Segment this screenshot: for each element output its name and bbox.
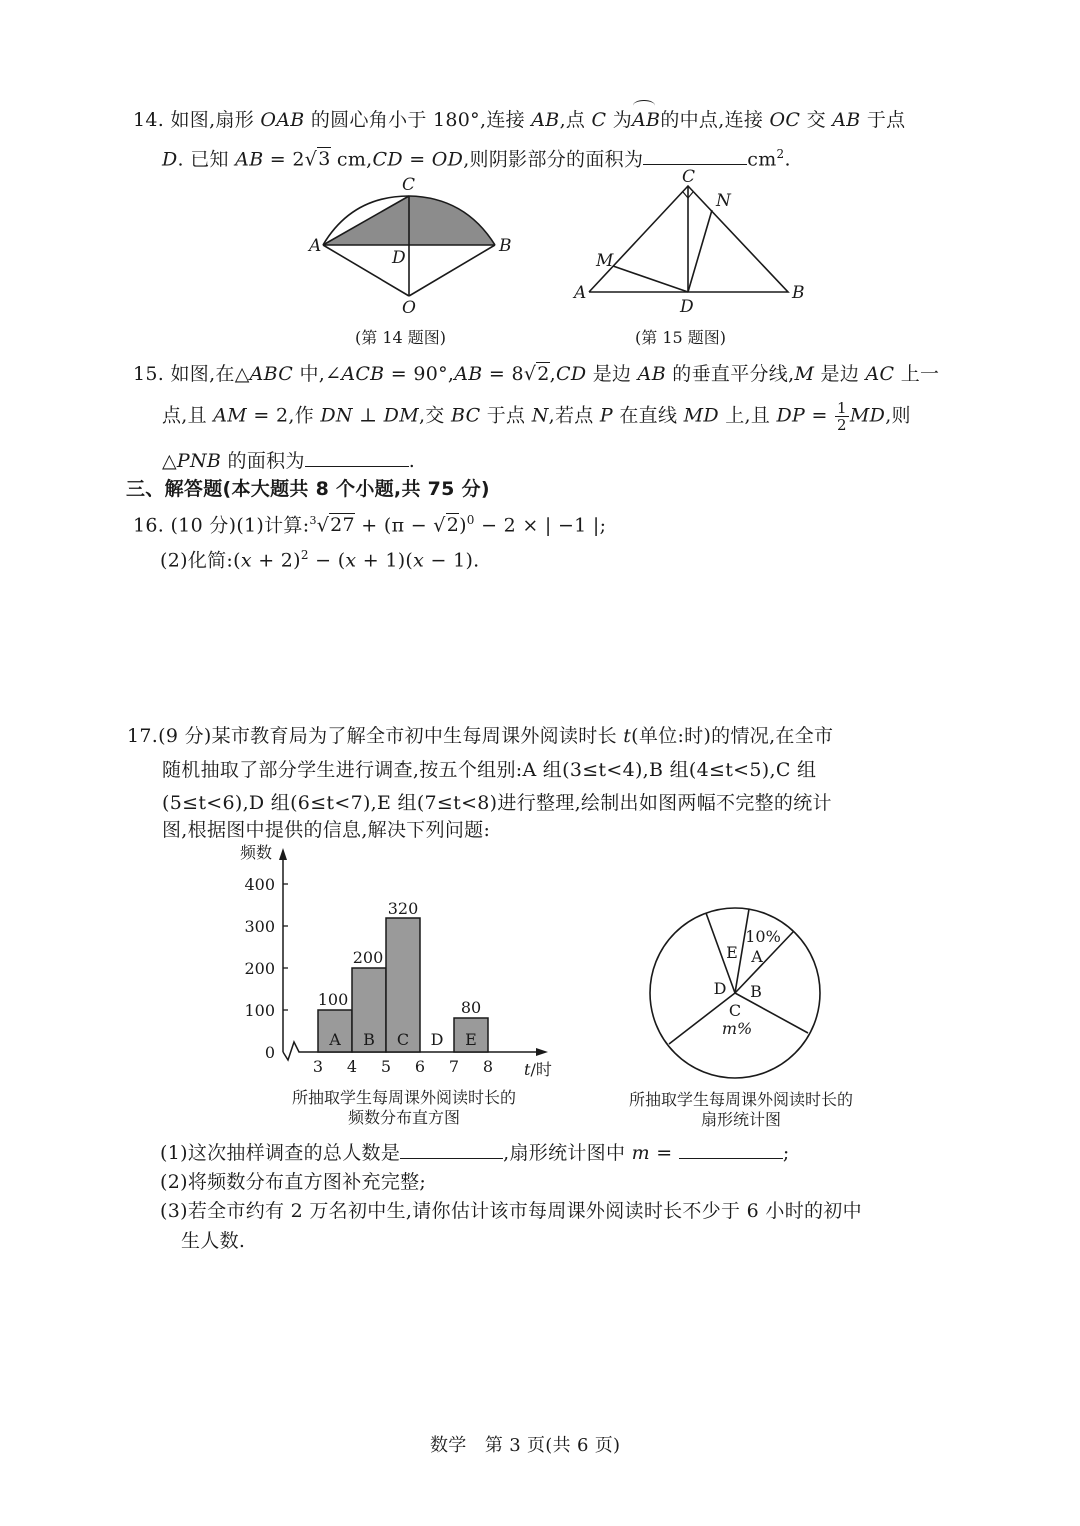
text: 的面积为 xyxy=(221,450,305,472)
svg-text:E: E xyxy=(465,1030,477,1049)
svg-text:B: B xyxy=(750,982,762,1001)
unit: cm xyxy=(747,148,777,171)
text: ) xyxy=(459,514,467,537)
math-var: AB xyxy=(637,363,666,385)
text: 是边 xyxy=(586,363,638,385)
svg-text:3: 3 xyxy=(312,1057,324,1076)
math-var: DP xyxy=(776,404,806,427)
caption-line: 频数分布直方图 xyxy=(347,1108,460,1127)
caption-line: 所抽取学生每周课外阅读时长的 xyxy=(628,1090,853,1109)
pie-caption xyxy=(610,1090,872,1130)
text: 交 xyxy=(800,109,833,131)
svg-text:E: E xyxy=(726,943,738,962)
label-M: M xyxy=(596,251,614,271)
superscript: 2 xyxy=(776,147,785,161)
histogram-caption xyxy=(273,1088,535,1128)
text: 的圆心角小于 180°,连接 xyxy=(304,109,532,131)
math-var: ABC xyxy=(249,363,294,385)
text: , xyxy=(549,363,557,385)
svg-text:100: 100 xyxy=(317,990,349,1009)
text: 如图,扇形 xyxy=(170,109,261,131)
q17-line-4: 图,根据图中提供的信息,解决下列问题: xyxy=(162,819,491,841)
math-var: t xyxy=(623,725,632,747)
svg-text:7: 7 xyxy=(448,1057,460,1076)
q17-sub-3-line-2: 生人数. xyxy=(181,1230,246,1252)
math-var: x xyxy=(240,549,252,572)
text: cm, xyxy=(330,148,373,171)
q17-line-3: (5≤t<6),D 组(6≤t<7),E 组(7≤t<8)进行整理,绘制出如图两幅不完整的统计 xyxy=(162,792,832,814)
text: + 2) xyxy=(251,549,301,572)
text: 上,且 xyxy=(718,404,777,427)
figure-14 xyxy=(323,196,495,296)
part-label: (2)化简: xyxy=(160,549,234,572)
svg-text:300: 300 xyxy=(244,917,275,936)
svg-text:80: 80 xyxy=(460,998,482,1017)
math-var: C xyxy=(591,109,607,131)
text: 于点 xyxy=(480,404,532,427)
text: − ( xyxy=(308,549,346,572)
math-var: DN xyxy=(320,404,353,427)
text: 是边 xyxy=(814,363,866,385)
math-var: PNB xyxy=(176,450,222,472)
math-var: OAB xyxy=(260,109,305,131)
math-var: AB xyxy=(832,109,861,131)
label-B: B xyxy=(792,283,805,303)
fraction-one-half xyxy=(835,400,849,433)
exponent: 2 xyxy=(300,548,309,562)
figure-15-caption: (第 15 题图) xyxy=(635,328,727,347)
root-index: 3 xyxy=(309,514,317,527)
q15-line-1: 15. 如图,在△ABC 中,∠ACB = 90°,AB = 8√2,CD 是边 AB 的垂直平分线,M 是边 AC 上一 xyxy=(133,363,940,385)
math-var: m xyxy=(631,1142,650,1164)
text: ,交 xyxy=(418,404,451,427)
x-axis-arrow-icon xyxy=(536,1048,548,1056)
math-var: BC xyxy=(450,404,481,427)
text: ,则阴影部分的面积为 xyxy=(463,148,644,171)
svg-text:m%: m% xyxy=(721,1019,753,1038)
sqrt-radicand: 27 xyxy=(330,514,355,537)
answer-blank-m[interactable] xyxy=(679,1140,783,1159)
text: 为 xyxy=(606,109,633,131)
label-C: C xyxy=(682,167,696,187)
svg-text:6: 6 xyxy=(414,1057,426,1076)
text: + 1)( xyxy=(356,549,414,572)
figure-15 xyxy=(589,186,788,292)
text: − 1). xyxy=(424,549,480,572)
q15-line-2 xyxy=(162,400,911,433)
svg-text:D: D xyxy=(430,1030,444,1049)
text: = xyxy=(805,404,835,427)
section-heading: 三、解答题(本大题共 8 个小题,共 75 分) xyxy=(126,478,490,500)
text: ( xyxy=(233,549,241,572)
svg-text:A: A xyxy=(329,1030,341,1049)
text: 上一 xyxy=(894,363,940,385)
text: ,扇形统计图中 xyxy=(503,1142,632,1164)
text: (1)这次抽样调查的总人数是 xyxy=(160,1142,401,1164)
text: (9 分)某市教育局为了解全市初中生每周课外阅读时长 xyxy=(158,725,624,747)
q17-sub-1 xyxy=(160,1140,790,1165)
svg-text:B: B xyxy=(363,1030,375,1049)
x-axis-label: t/时 xyxy=(524,1060,552,1079)
x-tick-labels xyxy=(313,1057,493,1076)
pie-labels xyxy=(714,927,781,1038)
denominator: 2 xyxy=(837,416,847,434)
svg-text:A: A xyxy=(751,947,763,966)
math-var: AB xyxy=(531,109,560,131)
page-footer: 数学 第 3 页(共 6 页) xyxy=(430,1435,621,1456)
text: 点,且 xyxy=(162,404,214,427)
svg-text:8: 8 xyxy=(482,1057,494,1076)
sqrt-radicand: 2 xyxy=(446,514,460,537)
text: 中,∠ xyxy=(293,363,342,385)
question-number: 17. xyxy=(127,725,159,747)
text: ,则 xyxy=(885,404,911,427)
text: = 2,作 xyxy=(247,404,321,427)
y-axis-label: 频数 xyxy=(240,843,273,862)
text: ; xyxy=(782,1142,790,1164)
q14-line-2: D. 已知 AB = 2√3 cm,CD = OD,则阴影部分的面积为 $cm^2$. xyxy=(162,147,791,171)
q17-line-2: 随机抽取了部分学生进行调查,按五个组别:A 组(3≤t<4),B 组(4≤t<5),C 组 xyxy=(162,759,817,781)
math-var: AC xyxy=(865,363,895,385)
caption-line: 所抽取学生每周课外阅读时长的 xyxy=(291,1088,516,1107)
question-number: 15. xyxy=(133,363,165,385)
text: 的中点,连接 xyxy=(660,109,770,131)
q15-line-3 xyxy=(162,448,415,473)
math-var: AB xyxy=(454,363,483,385)
sqrt-radicand: 3 xyxy=(318,148,331,171)
sqrt-radicand: 2 xyxy=(537,363,550,385)
text: = 2 xyxy=(263,148,305,171)
label-O: O xyxy=(402,298,416,318)
pie-chart xyxy=(650,908,820,1078)
text: . xyxy=(408,450,416,472)
segment-DN xyxy=(688,210,712,292)
math-var: x xyxy=(345,549,357,572)
svg-text:5: 5 xyxy=(380,1057,392,1076)
math-var: P xyxy=(599,404,613,427)
svg-text:400: 400 xyxy=(244,875,275,894)
svg-text:320: 320 xyxy=(387,899,419,918)
text: − 2 × | −1 |; xyxy=(474,514,607,537)
math-var: ACB xyxy=(341,363,385,385)
text: 的垂直平分线, xyxy=(665,363,795,385)
text: . xyxy=(784,148,791,171)
numerator: 1 xyxy=(837,399,847,417)
text: = 8 xyxy=(482,363,524,385)
svg-text:D: D xyxy=(713,979,727,998)
svg-text:0: 0 xyxy=(264,1043,275,1062)
text: 于点 xyxy=(860,109,906,131)
y-axis-arrow-icon xyxy=(279,848,287,860)
math-var: D xyxy=(162,148,178,171)
segment-MD xyxy=(613,266,688,292)
q16-part-1: 16. (10 分)(1)计算:$^3$√27 + $(\pi - √2)^0 - 2$ × | −1 |; xyxy=(133,513,607,537)
math-var: CD xyxy=(372,148,403,171)
text: ,若点 xyxy=(548,404,600,427)
math-var: OD xyxy=(431,148,464,171)
math-var: N xyxy=(531,404,549,427)
svg-text:C: C xyxy=(728,1001,742,1020)
math-var: OC xyxy=(769,109,801,131)
math-var: AB xyxy=(235,148,264,171)
text: = 90°, xyxy=(384,363,455,385)
figure-14-caption: (第 14 题图) xyxy=(355,328,447,347)
label-N: N xyxy=(716,191,731,211)
label-D: D xyxy=(392,248,406,268)
histogram xyxy=(240,843,552,1079)
label-B: B xyxy=(499,236,512,256)
q17-sub-2: (2)将频数分布直方图补充完整; xyxy=(160,1171,427,1193)
math-var: x xyxy=(413,549,425,572)
question-number: 14. xyxy=(133,109,165,131)
svg-text:100: 100 xyxy=(244,1001,275,1020)
exponent: 0 xyxy=(466,513,475,527)
math-var: M xyxy=(794,363,815,385)
question-number: 16. xyxy=(133,514,165,537)
svg-text:4: 4 xyxy=(346,1057,358,1076)
label-C: C xyxy=(402,175,416,195)
q17-sub-3-line-1: (3)若全市约有 2 万名初中生,请你估计该市每周课外阅读时长不少于 6 小时的初中 xyxy=(160,1200,862,1222)
text: 如图,在△ xyxy=(170,363,250,385)
math-var: CD xyxy=(556,363,587,385)
label-D: D xyxy=(680,297,694,317)
svg-text:C: C xyxy=(396,1030,410,1049)
answer-blank-total[interactable] xyxy=(400,1140,503,1159)
text: = xyxy=(402,148,432,171)
svg-text:200: 200 xyxy=(244,959,275,978)
svg-text:200: 200 xyxy=(352,948,384,967)
text: ,点 xyxy=(559,109,592,131)
text: . 已知 xyxy=(177,148,236,171)
text: + (π − xyxy=(354,514,434,537)
text: ⊥ xyxy=(352,404,384,427)
score: (10 分) xyxy=(170,514,237,537)
answer-blank[interactable] xyxy=(305,448,409,467)
text: △ xyxy=(162,450,177,472)
label-A: A xyxy=(309,236,322,256)
text: (单位:时)的情况,在全市 xyxy=(631,725,834,747)
q16-part-2 xyxy=(160,543,480,572)
q17-line-1 xyxy=(127,724,833,748)
caption-line: 扇形统计图 xyxy=(700,1110,781,1129)
math-var: MD xyxy=(849,404,886,427)
svg-text:10%: 10% xyxy=(745,927,781,946)
math-var: AM xyxy=(213,404,248,427)
math-var: AB xyxy=(632,109,661,131)
math-var: DM xyxy=(383,404,419,427)
y-tick-labels xyxy=(244,875,275,1062)
part-label: (1)计算: xyxy=(236,514,310,537)
math-var: MD xyxy=(683,404,719,427)
text: 在直线 xyxy=(613,404,684,427)
radius-OB xyxy=(409,245,495,296)
label-A: A xyxy=(574,283,587,303)
text: = xyxy=(649,1142,679,1164)
